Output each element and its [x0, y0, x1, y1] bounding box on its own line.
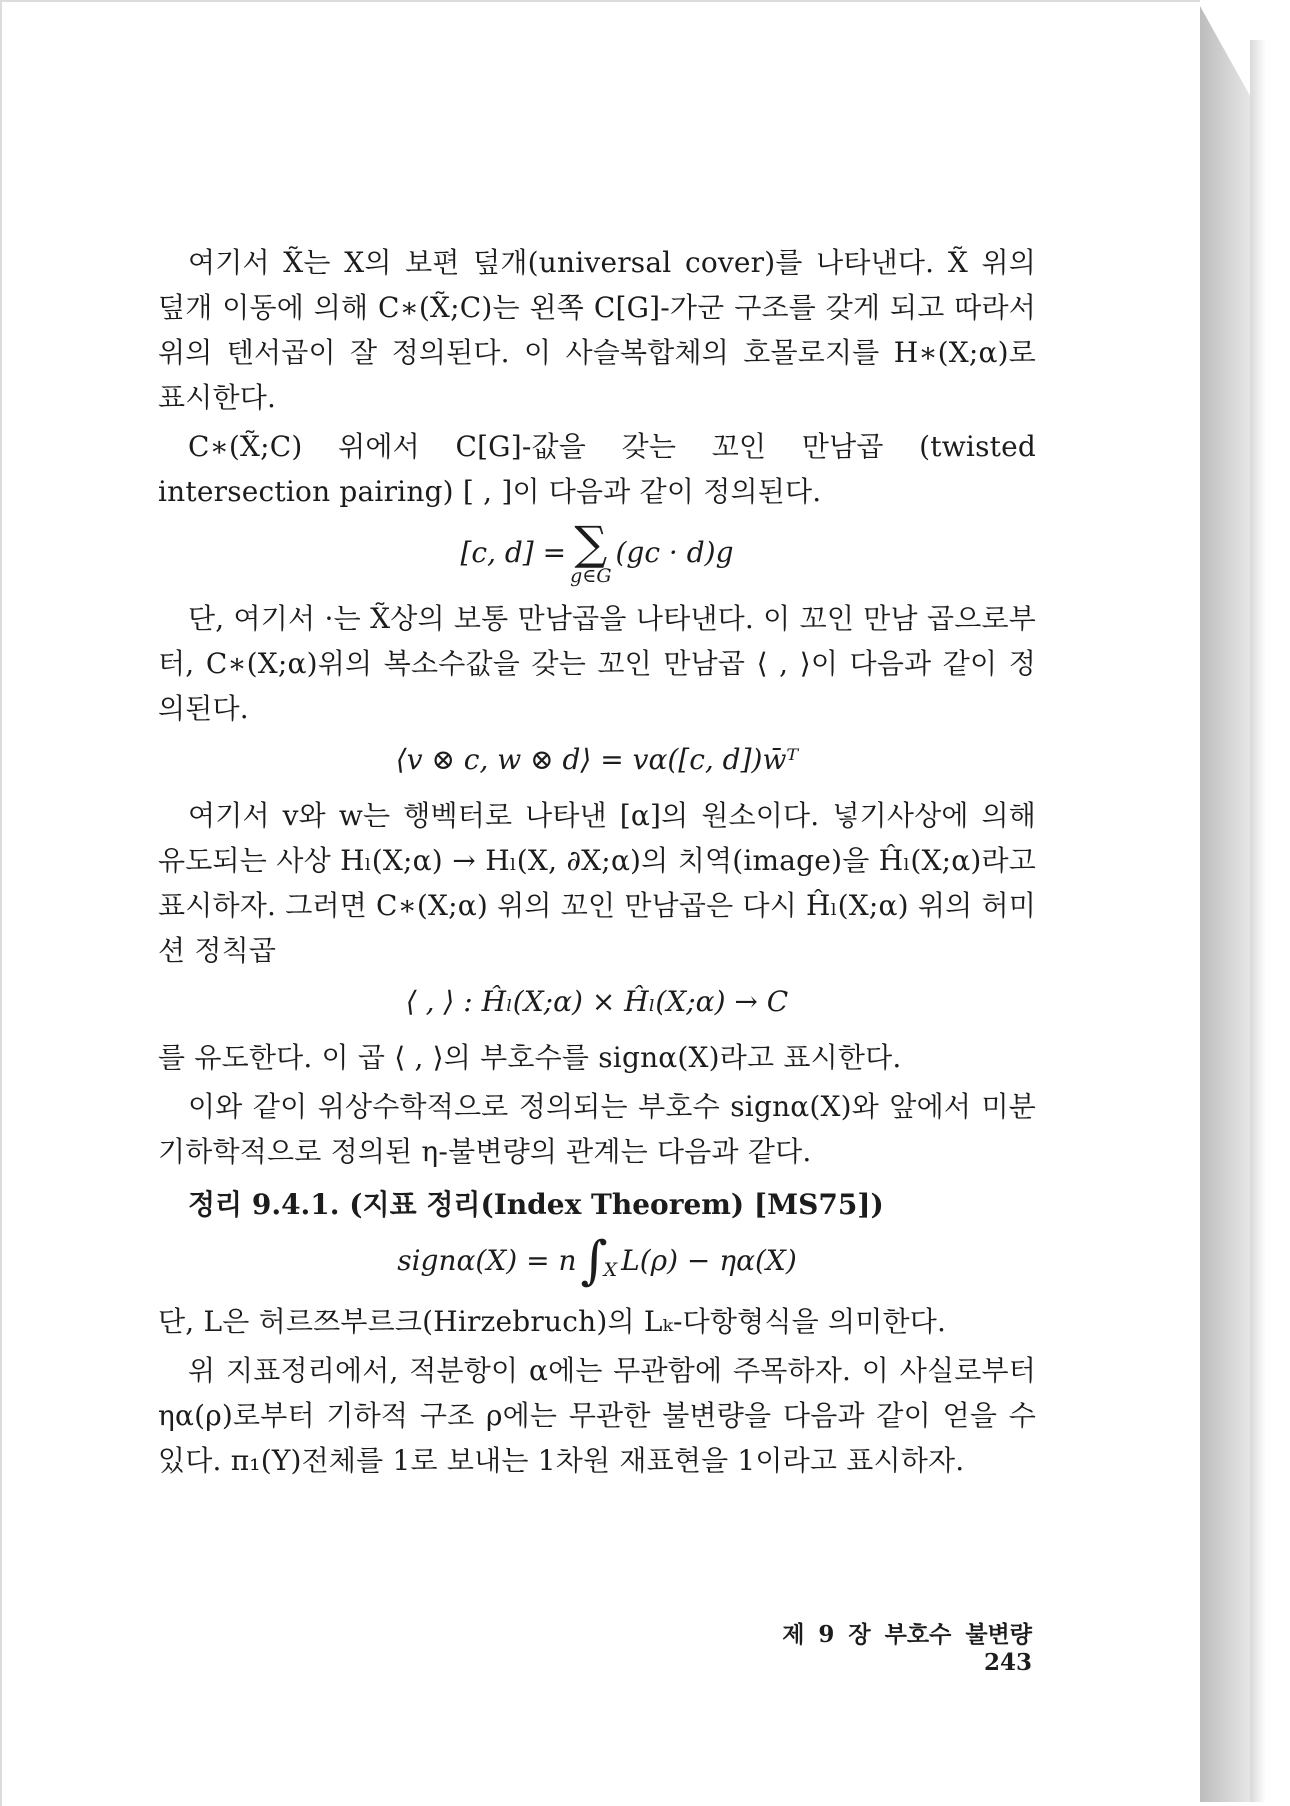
equation-hermitian-form: ⟨ , ⟩ : Ĥₗ(X;α) × Ĥₗ(X;α) → C	[405, 985, 789, 1018]
index-rhs: L(ρ) − ηα(X)	[621, 1244, 797, 1277]
paragraph-signature: 를 유도한다. 이 곱 ⟨ , ⟩의 부호수를 signα(X)라고 표시한다.	[158, 1041, 902, 1074]
paragraph-eta-relation: 이와 같이 위상수학적으로 정의되는 부호수 signα(X)와 앞에서 미분기하학적으로 정의된 η-불변량의 관계는 다음과 같다.	[158, 1090, 1036, 1168]
theorem-heading: 정리 9.4.1. (지표 정리(Index Theorem) [MS75])	[188, 1188, 884, 1221]
equation-complex-pairing: ⟨v ⊗ c, w ⊗ d⟩ = vα([c, d])w̄ᵀ	[395, 743, 799, 776]
summation-symbol: ∑ g∈G	[570, 516, 612, 587]
integral-subscript: X	[603, 1259, 618, 1281]
running-footer	[700, 1616, 1032, 1676]
page-edge-shadow	[1250, 40, 1266, 1802]
page-number: 243	[983, 1649, 1032, 1676]
footer-title: 부호수 불변량	[884, 1621, 1032, 1648]
equation-index-theorem	[158, 1233, 1036, 1289]
integral-symbol: ∫ X	[580, 1231, 618, 1291]
paragraph-complex-pairing: 단, 여기서 ·는 X̃상의 보통 만남곱을 나타낸다. 이 꼬인 만남 곱으로부터, C∗(X;α)위의 복소수값을 갖는 꼬인 만남곱 ⟨ , ⟩이 다음과 같이 정의된다.	[158, 602, 1036, 725]
paragraph-hirzebruch: 단, L은 허르쯔부르크(Hirzebruch)의 Lₖ-다항형식을 의미한다.	[158, 1305, 947, 1338]
footer-chapter: 제 9 장	[782, 1621, 871, 1648]
page-body	[158, 240, 1036, 1487]
paragraph-invariant: 위 지표정리에서, 적분항이 α에는 무관함에 주목하자. 이 사실로부터 ηα(ρ)로부터 기하적 구조 ρ에는 무관한 불변량을 다음과 같이 얻을 수 있다. π₁(Y)전체를 1로 보내는 1차원 재표현을 1이라고 표시하자.	[158, 1354, 1036, 1477]
page-edge	[1200, 6, 1250, 1802]
paragraph-universal-cover: 여기서 X̃는 X의 보편 덮개(universal cover)를 나타낸다. X̃ 위의 덮개 이동에 의해 C∗(X̃;C)는 왼쪽 C[G]-가군 구조를 갖게 되고 따라서 위의 텐서곱이 잘 정의된다. 이 사슬복합체의 호몰로지를 H∗(X;α)로 표시한다.	[158, 246, 1036, 414]
equation-rhs: (gc · d)g	[615, 536, 734, 569]
equation-twisted-pairing	[158, 516, 1036, 587]
paragraph-image-map: 여기서 v와 w는 행벡터로 나타낸 [α]의 원소이다. 넣기사상에 의해 유도되는 사상 Hₗ(X;α) → Hₗ(X, ∂X;α)의 치역(image)을 Ĥₗ(X;α)라고 표시하자. 그러면 C∗(X;α) 위의 꼬인 만남곱은 다시 Ĥₗ(X;α) 위의 허미션 정칙곱	[158, 799, 1036, 967]
equation-lhs: [c, d] =	[460, 536, 567, 569]
summation-subscript: g∈G	[570, 565, 612, 587]
paragraph-twisted-pairing: C∗(X̃;C) 위에서 C[G]-값을 갖는 꼬인 만남곱 (twisted intersection pairing) [ , ]이 다음과 같이 정의된다.	[158, 430, 1036, 508]
index-lhs: signα(X) = n	[397, 1244, 577, 1277]
